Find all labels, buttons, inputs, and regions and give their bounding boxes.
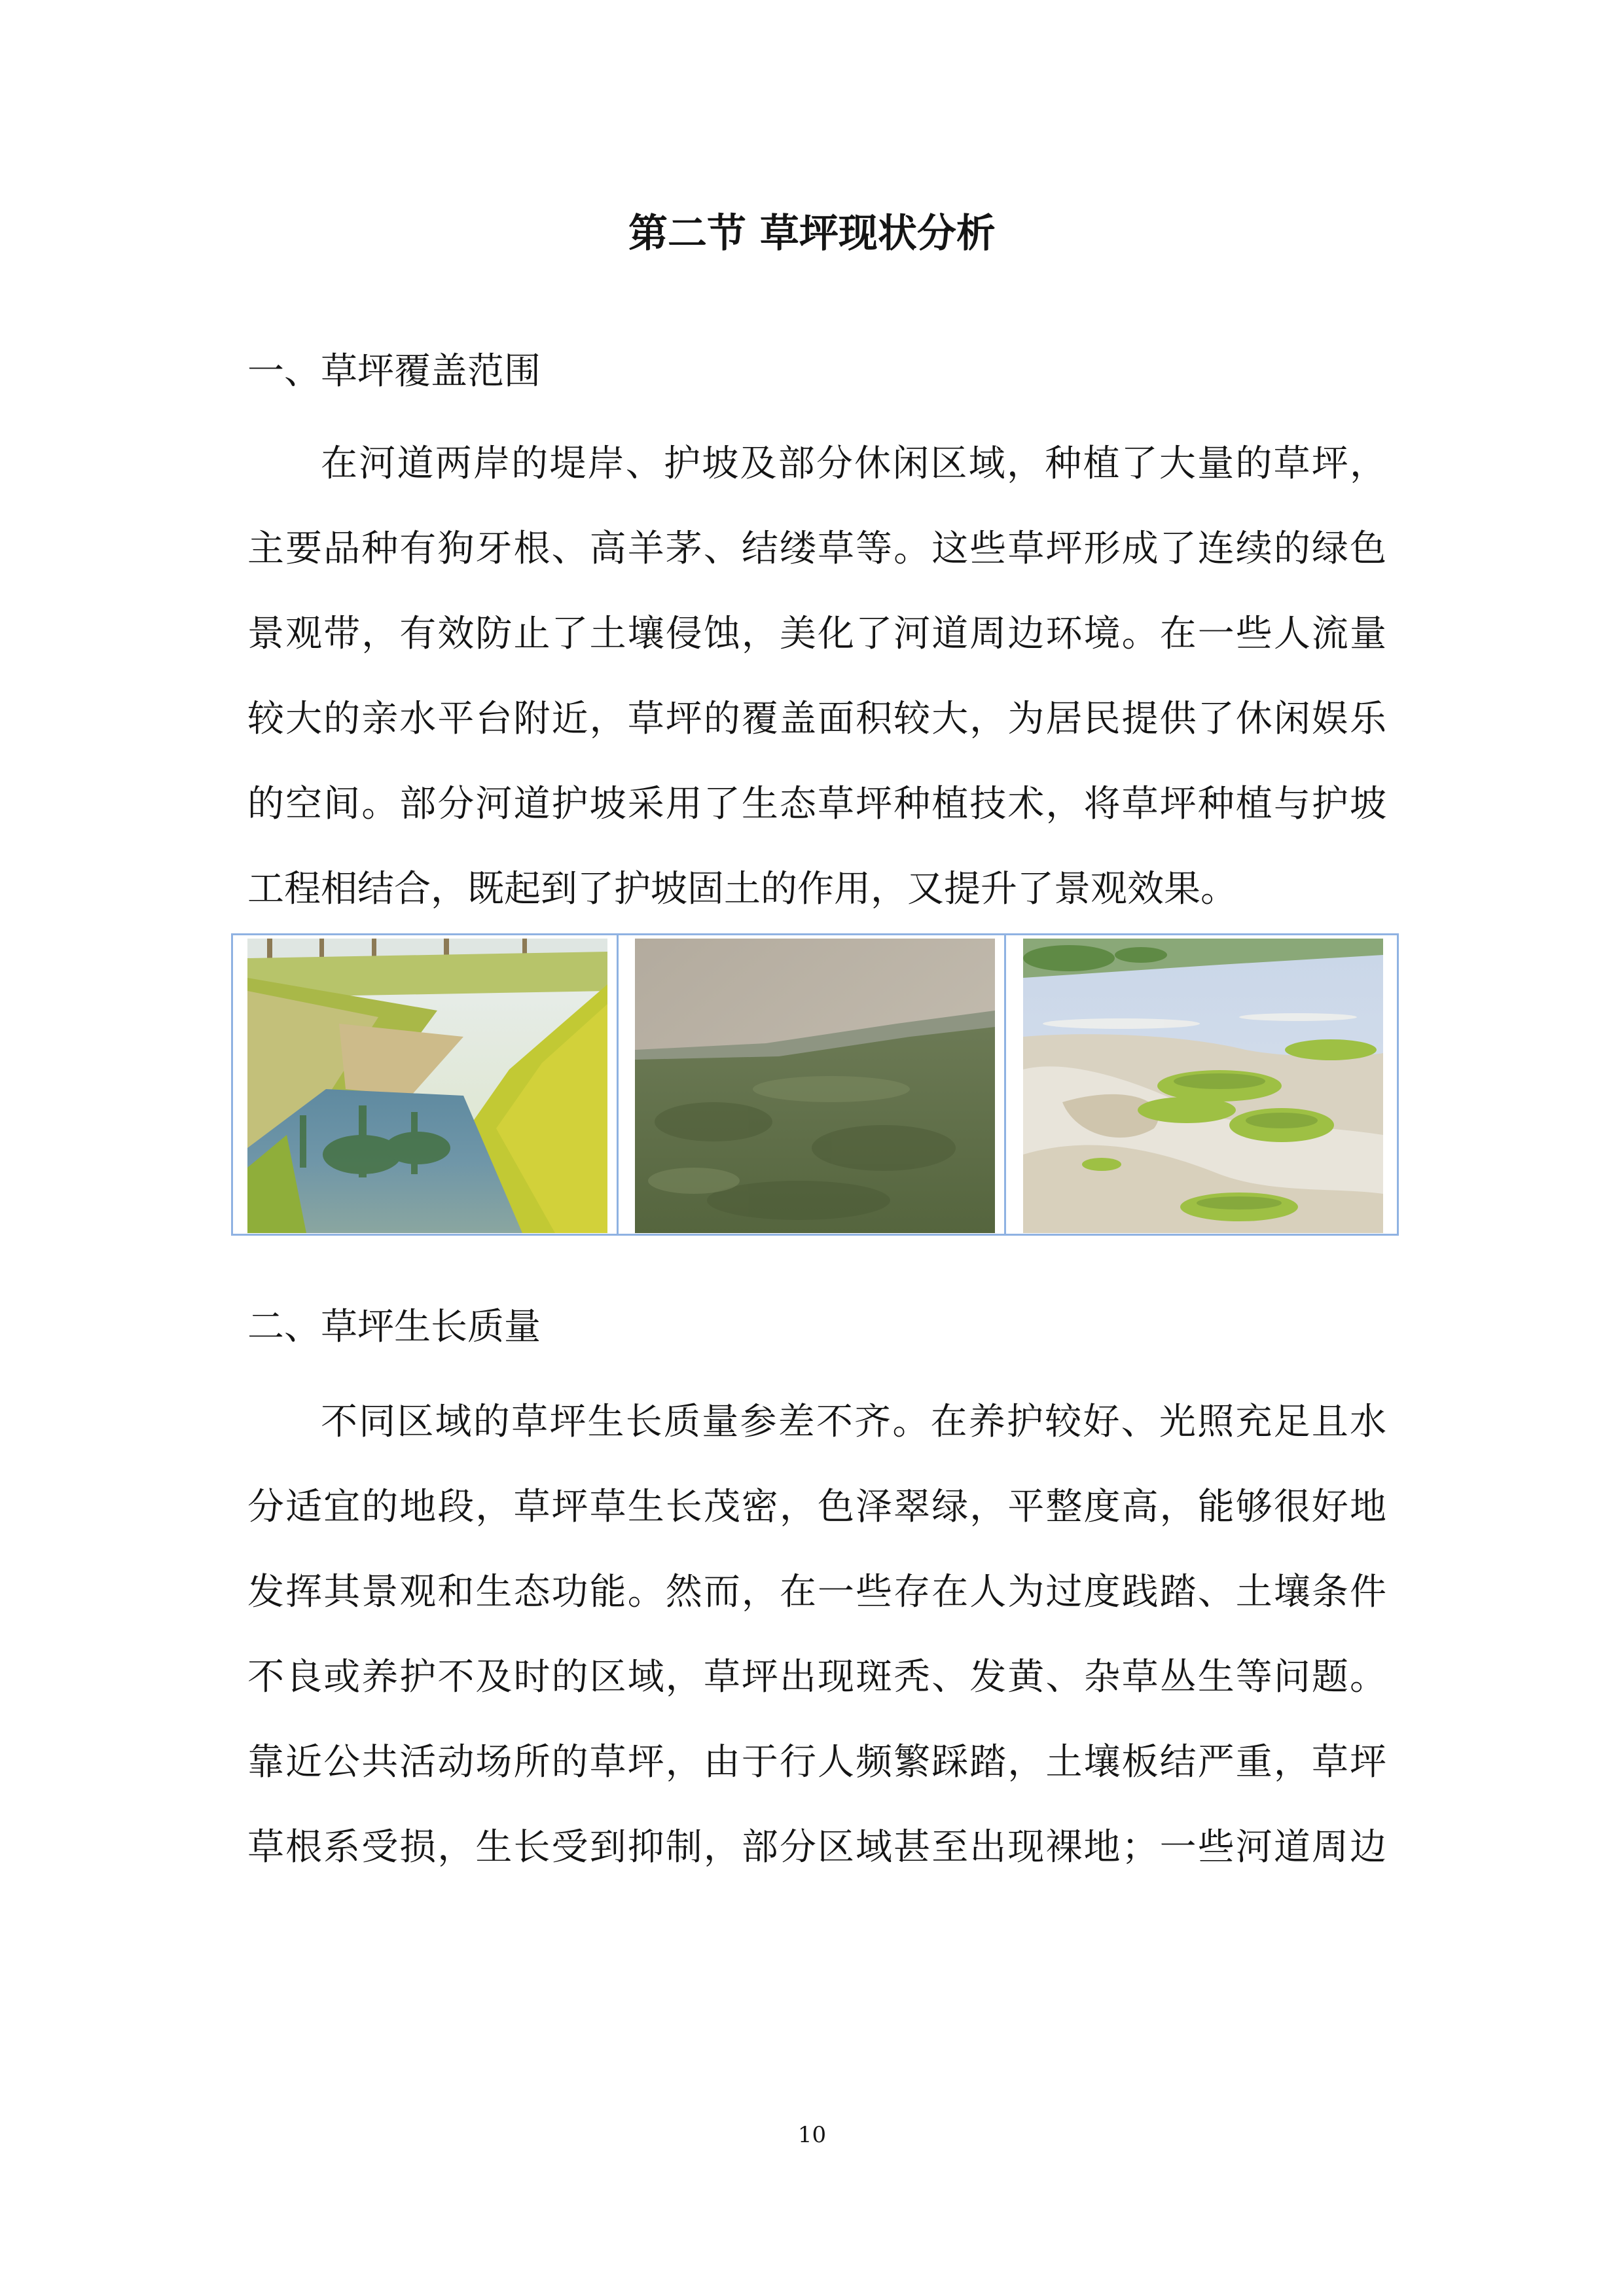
paragraph-line: 主要品种有狗牙根、高羊茅、结缕草等。这些草坪形成了连续的绿色: [247, 528, 1386, 570]
paragraph-line: 在河道两岸的堤岸、护坡及部分休闲区域，种植了大量的草坪，: [321, 442, 1386, 485]
paragraph-line: 分适宜的地段，草坪草生长茂密，色泽翠绿，平整度高，能够很好地: [247, 1486, 1386, 1528]
section-heading-growth-quality: 二、草坪生长质量: [247, 1306, 541, 1348]
grass-patches-in-shallow-river-photo: [1023, 939, 1383, 1233]
paragraph-line: 工程相结合，既起到了护坡固土的作用，又提升了景观效果。: [247, 868, 1237, 910]
paragraph-line: 不良或养护不及时的区域，草坪出现斑秃、发黄、杂草丛生等问题。: [247, 1656, 1386, 1698]
page-number: 10: [797, 2122, 827, 2148]
section-heading-coverage: 一、草坪覆盖范围: [247, 350, 541, 393]
paragraph-line: 草根系受损，生长受到抑制，部分区域甚至出现裸地；一些河道周边: [247, 1826, 1386, 1869]
photo-divider: [617, 935, 619, 1234]
page-title: 第二节 草坪现状分析: [628, 211, 996, 257]
grass-lawn-by-water-photo: [635, 939, 995, 1233]
paragraph-line: 靠近公共活动场所的草坪，由于行人频繁踩踏，土壤板结严重，草坪: [247, 1741, 1386, 1784]
paragraph-growth-quality: [247, 1380, 1386, 1890]
paragraph-line: 较大的亲水平台附近，草坪的覆盖面积较大，为居民提供了休闲娱乐: [247, 698, 1386, 740]
photo-strip: [231, 933, 1399, 1236]
photo-divider: [1004, 935, 1006, 1234]
riverbank-grass-slope-photo: [247, 939, 607, 1233]
paragraph-line: 的空间。部分河道护坡采用了生态草坪种植技术，将草坪种植与护坡: [247, 783, 1386, 825]
paragraph-line: 发挥其景观和生态功能。然而，在一些存在人为过度践踏、土壤条件: [247, 1571, 1386, 1613]
paragraph-coverage: [247, 422, 1386, 932]
paragraph-line: 景观带，有效防止了土壤侵蚀，美化了河道周边环境。在一些人流量: [247, 613, 1386, 655]
paragraph-line: 不同区域的草坪生长质量参差不齐。在养护较好、光照充足且水: [321, 1401, 1386, 1443]
